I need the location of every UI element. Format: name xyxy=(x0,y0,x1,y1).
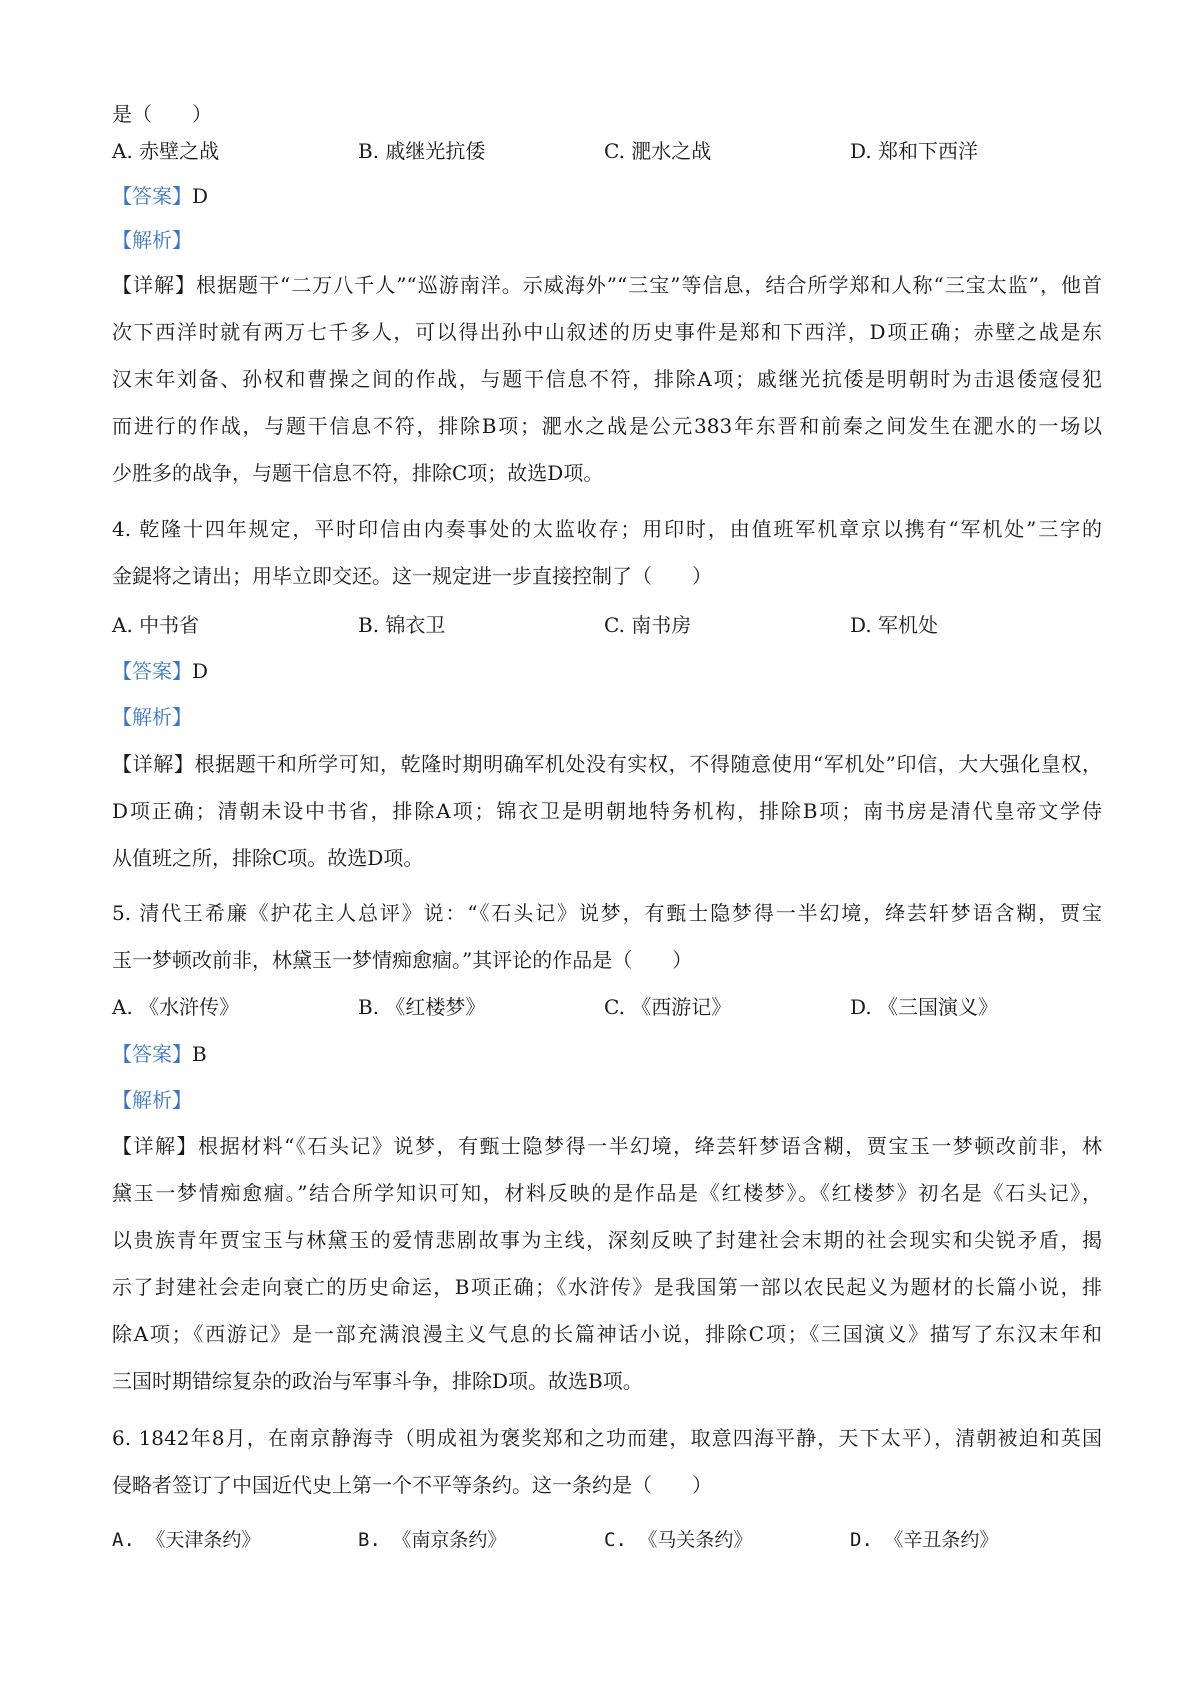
q3-detail-line: 少胜多的战争，与题干信息不符，排除C项；故选D项。 xyxy=(112,461,604,485)
q4-stem-line: 金鍉将之请出；用毕立即交还。这一规定进一步直接控制了（ ） xyxy=(112,564,712,588)
q3-stem-end: 是（ ） xyxy=(112,102,212,126)
q5-answer xyxy=(112,1039,1102,1069)
answer-value: D xyxy=(192,659,209,683)
q5-option-c: C. 《西游记》 xyxy=(604,995,732,1019)
answer-value: B xyxy=(192,1042,207,1066)
q4-option-d: D. 军机处 xyxy=(850,613,939,637)
q4-analysis-label: 【解析】 xyxy=(112,705,192,729)
q3-detail-line: 汉末年刘备、孙权和曹操之间的作战，与题干信息不符，排除A项；戚继光抗倭是明朝时为击退倭寇侵犯 xyxy=(112,367,1102,391)
q4-detail-line: D项正确；清朝未设中书省，排除A项；锦衣卫是明朝地特务机构，排除B项；南书房是清代皇帝文学侍 xyxy=(112,799,1102,823)
answer-label: 【答案】 xyxy=(112,184,192,208)
q5-option-d: D. 《三国演义》 xyxy=(850,995,999,1019)
q4-options xyxy=(112,610,1102,640)
q3-option-c: C. 淝水之战 xyxy=(604,139,712,163)
q6-stem-line: 侵略者签订了中国近代史上第一个不平等条约。这一条约是（ ） xyxy=(112,1473,712,1497)
q3-detail-line: 【详解】根据题干“二万八千人”“巡游南洋。示威海外”“三宝”等信息，结合所学郑和人称“三宝太监”，他首 xyxy=(112,273,1102,297)
q4-answer xyxy=(112,656,1102,686)
q3-option-b: B. 戚继光抗倭 xyxy=(358,139,486,163)
q4-stem-line: 4. 乾隆十四年规定，平时印信由内奏事处的太监收存；用印时，由值班军机章京以携有“军机处”三字的 xyxy=(112,517,1102,541)
answer-label: 【答案】 xyxy=(112,659,192,683)
q5-options xyxy=(112,992,1102,1022)
q5-option-b: B. 《红楼梦》 xyxy=(358,995,486,1019)
q6-option-d: D. 《辛丑条约》 xyxy=(850,1529,999,1551)
q5-stem-line: 玉一梦顿改前非，林黛玉一梦情痴愈痼。”其评论的作品是（ ） xyxy=(112,948,693,972)
q6-option-c: C. 《马关条约》 xyxy=(604,1529,753,1551)
q6-option-b: B. 《南京条约》 xyxy=(358,1529,507,1551)
q6-options xyxy=(112,1525,1102,1555)
q4-option-c: C. 南书房 xyxy=(604,613,692,637)
q4-option-b: B. 锦衣卫 xyxy=(358,613,446,637)
q5-detail-line: 三国时期错综复杂的政治与军事斗争，排除D项。故选B项。 xyxy=(112,1369,643,1393)
q6-stem-line: 6. 1842年8月，在南京静海寺（明成祖为褒奖郑和之功而建，取意四海平静，天下太平），清朝被迫和英国 xyxy=(112,1426,1102,1450)
q4-detail-line: 【详解】根据题干和所学可知，乾隆时期明确军机处没有实权，不得随意使用“军机处”印信，大大强化皇权， xyxy=(112,752,1102,776)
q3-analysis-label: 【解析】 xyxy=(112,228,192,252)
q5-detail-line: 【详解】根据材料“《石头记》说梦，有甄士隐梦得一半幻境，绛芸轩梦语含糊，贾宝玉一梦顿改前非，林 xyxy=(112,1134,1102,1158)
q3-detail-line: 而进行的作战，与题干信息不符，排除B项；淝水之战是公元383年东晋和前秦之间发生在淝水的一场以 xyxy=(112,414,1102,438)
q5-analysis-label: 【解析】 xyxy=(112,1088,192,1112)
q5-detail-line: 黛玉一梦情痴愈痼。”结合所学知识可知，材料反映的是作品是《红楼梦》。《红楼梦》初名是《石头记》， xyxy=(112,1181,1102,1205)
q4-option-a: A. 中书省 xyxy=(112,613,200,637)
q6-option-a: A. 《天津条约》 xyxy=(112,1529,261,1551)
q5-option-a: A. 《水浒传》 xyxy=(112,995,240,1019)
q5-detail-line: 示了封建社会走向衰亡的历史命运，B项正确；《水浒传》是我国第一部以农民起义为题材的长篇小说，排 xyxy=(112,1275,1102,1299)
q5-detail-line: 除A项；《西游记》是一部充满浪漫主义气息的长篇神话小说，排除C项；《三国演义》描写了东汉末年和 xyxy=(112,1322,1102,1346)
q3-answer xyxy=(112,181,1102,211)
q3-option-d: D. 郑和下西洋 xyxy=(850,139,979,163)
q3-options xyxy=(112,136,1102,166)
answer-value: D xyxy=(192,184,209,208)
q5-detail-line: 以贵族青年贾宝玉与林黛玉的爱情悲剧故事为主线，深刻反映了封建社会末期的社会现实和尖锐矛盾，揭 xyxy=(112,1228,1102,1252)
answer-label: 【答案】 xyxy=(112,1042,192,1066)
q5-stem-line: 5. 清代王希廉《护花主人总评》说：“《石头记》说梦，有甄士隐梦得一半幻境，绛芸轩梦语含糊，贾宝 xyxy=(112,901,1102,925)
q4-detail-line: 从值班之所，排除C项。故选D项。 xyxy=(112,846,424,870)
q3-detail-line: 次下西洋时就有两万七千多人，可以得出孙中山叙述的历史事件是郑和下西洋，D项正确；赤壁之战是东 xyxy=(112,320,1102,344)
q3-option-a: A. 赤壁之战 xyxy=(112,139,220,163)
